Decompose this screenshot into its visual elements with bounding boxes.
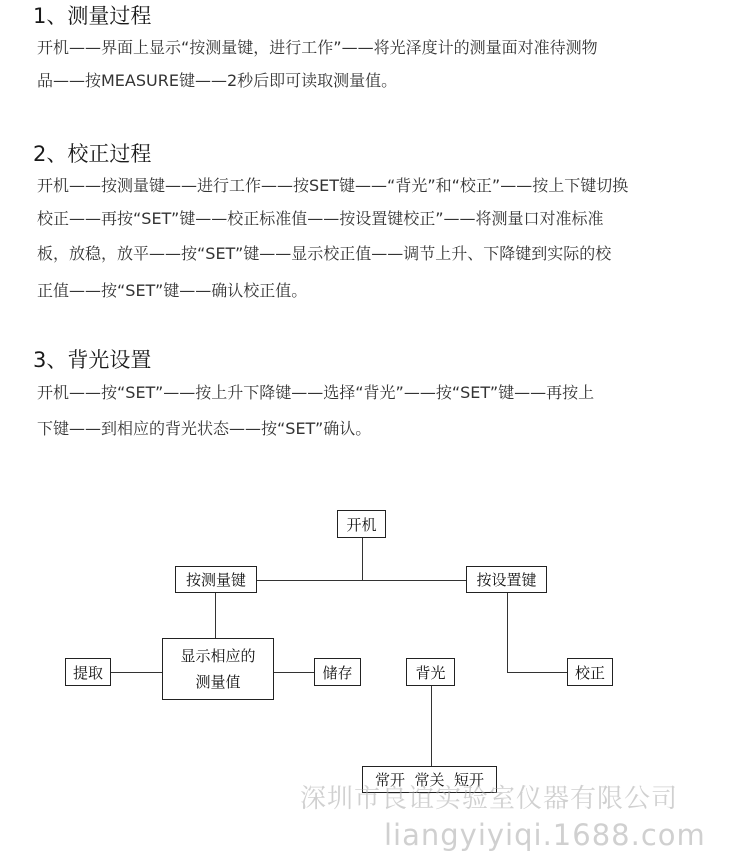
connector-line (507, 672, 567, 673)
flow-node-settings-key: 按设置键 (466, 566, 547, 593)
section-text-line: 板，放稳，放平——按“SET”键——显示校正值——调节上升、下降键到实际的校 (37, 244, 612, 263)
connector-line (257, 580, 466, 581)
flow-node-calibrate: 校正 (567, 658, 613, 686)
flow-node-display-value (162, 638, 274, 700)
section-title: 2、校正过程 (33, 142, 152, 166)
connector-line (362, 538, 363, 580)
section-text-line: 校正——再按“SET”键——校正标准值——按设置键校正”——将测量口对准标准 (37, 209, 604, 228)
section-text-line: 下键——到相应的背光状态——按“SET”确认。 (37, 419, 372, 438)
section-text-line: 正值——按“SET”键——确认校正值。 (37, 281, 308, 300)
flow-node-backlight: 背光 (406, 658, 455, 686)
flow-node-text: 测量值 (195, 673, 241, 691)
section-text-line: 开机——界面上显示“按测量键，进行工作”——将光泽度计的测量面对准待测物 (37, 38, 598, 57)
connector-line (215, 593, 216, 638)
flow-node-power-on: 开机 (337, 510, 386, 538)
section-text-line: 品——按MEASURE键——2秒后即可读取测量值。 (37, 71, 398, 90)
watermark-url: liangyiyiqi.1688.com (384, 818, 706, 852)
section-text-line: 开机——按测量键——进行工作——按SET键——“背光”和“校正”——按上下键切换 (37, 176, 629, 195)
flow-node-backlight-modes: 常开 常关 短开 (362, 766, 497, 793)
section-text-line: 开机——按“SET”——按上升下降键——选择“背光”——按“SET”键——再按上 (37, 383, 595, 402)
section-title: 3、背光设置 (33, 348, 152, 372)
flow-node-text: 显示相应的 (180, 647, 256, 665)
watermark-company: 深圳市良谊实验室仪器有限公司 (300, 784, 679, 814)
flow-node-store: 储存 (314, 658, 361, 686)
connector-line (431, 686, 432, 766)
connector-line (507, 593, 508, 672)
connector-line (274, 672, 314, 673)
flow-node-measure-key: 按测量键 (175, 566, 257, 593)
section-title: 1、测量过程 (33, 4, 152, 28)
flow-node-extract: 提取 (65, 658, 111, 686)
connector-line (111, 672, 162, 673)
